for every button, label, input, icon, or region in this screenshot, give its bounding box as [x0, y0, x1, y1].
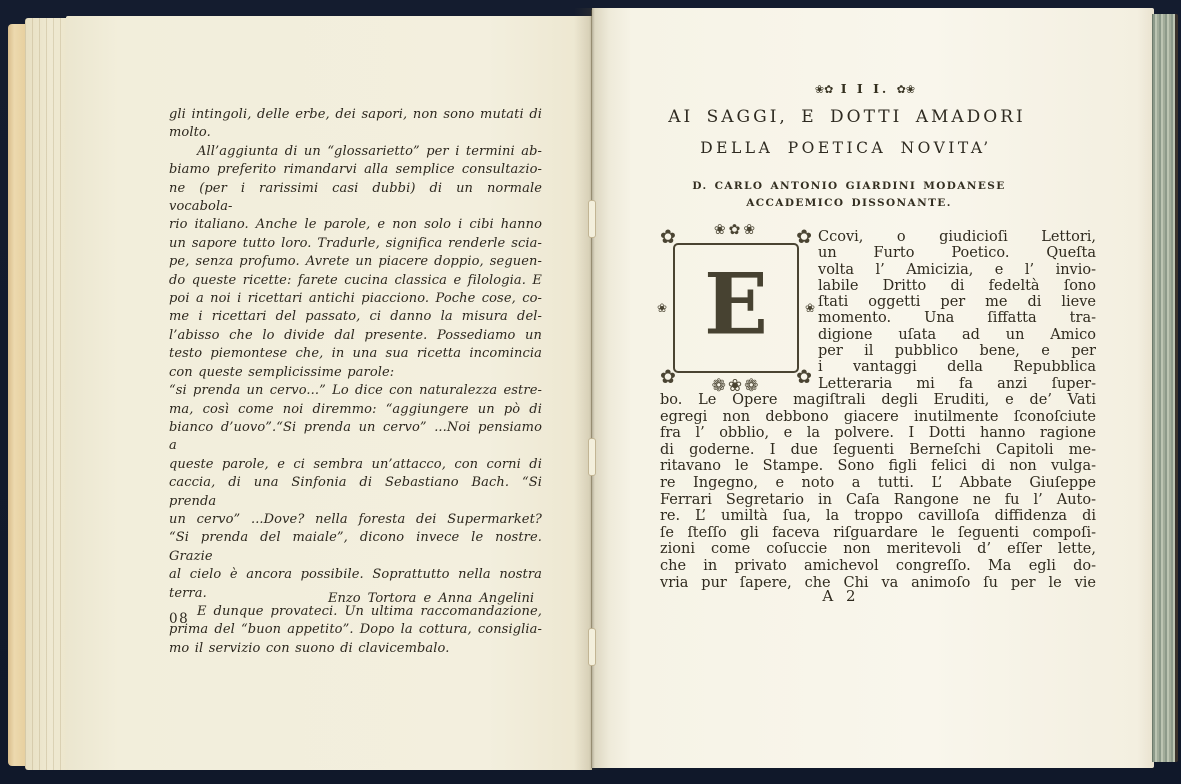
- text-line: me i ricettari del passato, ci danno la misura del-: [169, 309, 542, 325]
- binding-stitch: [588, 200, 596, 238]
- text-line: digione uſata ad un Amico: [818, 326, 1096, 343]
- text-line: molto.: [169, 125, 211, 141]
- right-cover-edge: [1152, 14, 1178, 762]
- text-line: Letteraria mi fa anzi ſuper-: [818, 375, 1096, 392]
- text-line: un cervo” ...Dove? nella foresta dei Supermarket?: [169, 511, 542, 527]
- floral-ornament-icon: ❀✿❀: [713, 222, 759, 238]
- binding-stitch: [588, 438, 596, 476]
- left-fore-edge: [8, 24, 26, 766]
- text-line: gli intingoli, delle erbe, dei sapori, non sono mutati di: [169, 107, 542, 122]
- right-page-text-full-width: [660, 392, 1096, 591]
- floral-ornament-icon: ✿: [796, 366, 812, 388]
- text-line: do queste ricette: farete cucina classica e filologia. E: [169, 272, 542, 288]
- text-line: volta l’ Amicizia, e l’ invio-: [818, 261, 1096, 278]
- text-line: mo il servizio con suono di clavicembalo.: [169, 640, 450, 656]
- text-line: un sapore tutto loro. Tradurle, significa renderle scia-: [169, 235, 542, 251]
- text-line: biamo preferito rimandarvi alla semplice consultazio-: [169, 162, 542, 178]
- text-line: zioni come coſuccie non meritevoli d’ eſſer lette,: [660, 541, 1096, 558]
- text-line: un Furto Poetico. Queſta: [818, 245, 1096, 262]
- floral-ornament-icon: ✿: [796, 226, 812, 248]
- drop-cap-letter: E: [703, 254, 769, 354]
- text-line: “si prenda un cervo...” Lo dice con naturalezza estre-: [169, 383, 542, 399]
- text-line: i vantaggi della Repubblica: [818, 359, 1096, 376]
- text-line: E dunque provateci. Un ultima raccomandazione,: [197, 603, 542, 619]
- drop-cap-frame: [657, 222, 815, 396]
- floral-ornament-icon: ❀: [657, 301, 668, 315]
- text-line: ſe ſteſſo gli faceva riſguardare le ſeguenti compoſi-: [660, 524, 1096, 541]
- text-line: vria pur ſapere, che Chi va animoſo ſu per le vie: [660, 574, 1096, 591]
- fleuron-icon: ✿❀: [896, 83, 916, 96]
- text-line: re Ingegno, e noto a tutti. L’ Abbate Giuſeppe: [660, 474, 1096, 491]
- text-line: ritavano le Stampe. Sono figli felici di non vulga-: [660, 458, 1096, 475]
- chapter-title-line2: DELLA POETICA NOVITA’: [700, 139, 992, 157]
- floral-ornament-icon: ✿: [660, 366, 676, 388]
- text-line: egregi non debbono giacere inutilmente ſconoſciute: [660, 408, 1096, 425]
- text-line: momento. Una ſiffatta tra-: [818, 310, 1096, 327]
- text-line: bianco d’uovo”.“Si prenda un cervo” ...Noi pensiamo a: [169, 419, 542, 454]
- dedication-line2: ACCADEMICO DISSONANTE.: [746, 197, 952, 209]
- left-page-edges: [25, 18, 68, 770]
- text-line: al cielo è ancora possibile. Soprattutto nella nostra: [169, 567, 542, 583]
- fleuron-icon: ❀✿: [814, 83, 834, 96]
- chapter-title-line1: AI SAGGI, E DOTTI AMADORI: [668, 107, 1026, 127]
- text-line: con queste semplicissime parole:: [169, 364, 395, 380]
- floral-ornament-icon: ❀: [804, 301, 815, 315]
- chapter-ornament: [647, 81, 1083, 96]
- text-line: pe, senza profumo. Avrete un piacere doppio, seguen-: [169, 254, 542, 270]
- text-line: terra.: [169, 585, 207, 601]
- text-line: ma, così come noi diremmo: “aggiungere un pò di: [169, 401, 542, 417]
- text-line: labile Dritto di fedeltà ſono: [818, 277, 1096, 294]
- signature-mark: A 2: [822, 587, 858, 605]
- text-line: Ferrari Segretario in Caſa Rangone ne fu l’ Auto-: [660, 491, 1096, 508]
- text-line: di goderne. I due ſeguenti Berneſchi Capitoli me-: [660, 441, 1096, 458]
- text-line: ne (per i rarissimi casi dubbi) di un normale vocabola-: [169, 180, 542, 215]
- text-line: caccia, di una Sinfonia di Sebastiano Bach. “Si prenda: [169, 475, 542, 509]
- text-line: re. L’ umiltà ſua, la troppo cavilloſa diffidenza di: [660, 508, 1096, 525]
- floral-ornament-icon: ❁❀❁: [711, 376, 761, 396]
- text-line: bo. Le Opere magiſtrali degli Eruditi, e de’ Vati: [660, 392, 1096, 408]
- text-line: per il pubblico bene, e per: [818, 343, 1096, 360]
- authors-signature: Enzo Tortora e Anna Angelini: [328, 591, 534, 606]
- dedication-line1: D. CARLO ANTONIO GIARDINI MODANESE: [692, 180, 1006, 192]
- chapter-numeral: I I I.: [840, 81, 890, 96]
- text-line: rio italiano. Anche le parole, e non solo i cibi hanno: [169, 217, 542, 233]
- text-line: che in privato amichevol congreſſo. Ma egli do-: [660, 557, 1096, 574]
- text-line: testo piemontese che, in una sua ricetta incomincia: [169, 346, 542, 362]
- text-line: Ccovi, o giudicioſi Lettori,: [818, 229, 1096, 245]
- left-page-text: [169, 106, 542, 658]
- text-line: All’aggiunta di un “glossarietto” per i termini ab-: [197, 143, 542, 159]
- text-line: “Si prenda del maiale”, dicono invece le nostre. Grazie: [169, 530, 542, 564]
- text-line: prima del “buon appetito”. Dopo la cottura, consiglia-: [169, 622, 542, 638]
- text-line: ſtati oggetti per me di lieve: [818, 294, 1096, 311]
- binding-stitch: [588, 628, 596, 666]
- text-line: poi a noi i ricettari antichi piacciono. Poche cose, co-: [169, 291, 542, 307]
- text-line: l’abisso che lo divide dal presente. Possediamo un: [169, 327, 542, 343]
- text-line: queste parole, e ci sembra un’attacco, con corni di: [169, 456, 542, 472]
- text-line: fra l’ obblio, e la polvere. I Dotti hanno ragione: [660, 425, 1096, 442]
- floral-ornament-icon: ✿: [660, 226, 676, 248]
- page-number: 08: [169, 611, 190, 627]
- right-page-text-beside-dropcap: [818, 229, 1096, 392]
